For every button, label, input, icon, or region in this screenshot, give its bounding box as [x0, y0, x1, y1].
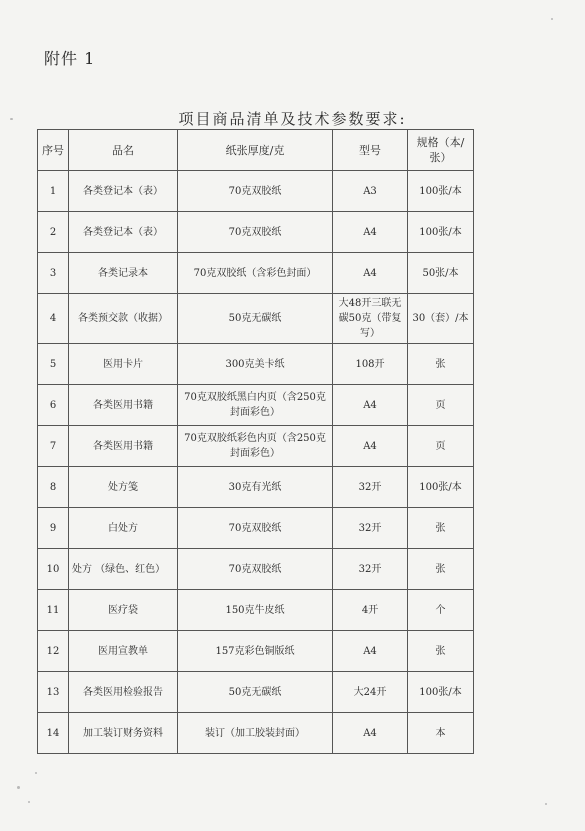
table-row [38, 631, 474, 672]
cell-name: 加工装订财务资料 [69, 713, 178, 754]
cell-name: 各类医用检验报告 [69, 672, 178, 713]
cell-spec: 100张/本 [408, 467, 474, 508]
table-row [38, 426, 474, 467]
scan-speck [545, 803, 547, 805]
cell-paper: 50克无碳纸 [178, 294, 333, 344]
scan-speck [551, 18, 553, 20]
cell-spec: 页 [408, 426, 474, 467]
table-row [38, 549, 474, 590]
cell-spec: 张 [408, 549, 474, 590]
cell-spec: 张 [408, 631, 474, 672]
header-no: 序号 [38, 130, 69, 171]
cell-model: 大48开三联无碳50克（带复写） [333, 294, 408, 344]
cell-paper: 30克有光纸 [178, 467, 333, 508]
cell-no: 6 [38, 385, 69, 426]
attachment-label: 附件 1 [44, 49, 96, 68]
cell-spec: 张 [408, 344, 474, 385]
cell-name: 各类医用书籍 [69, 385, 178, 426]
header-spec: 规格（本/张） [408, 130, 474, 171]
table-row [38, 713, 474, 754]
cell-paper: 70克双胶纸 [178, 549, 333, 590]
cell-model: A4 [333, 426, 408, 467]
cell-name: 各类登记本（表） [69, 171, 178, 212]
cell-no: 9 [38, 508, 69, 549]
cell-paper: 300克美卡纸 [178, 344, 333, 385]
cell-spec: 30（套）/本 [408, 294, 474, 344]
header-paper: 纸张厚度/克 [178, 130, 333, 171]
cell-model: 大24开 [333, 672, 408, 713]
cell-name: 各类登记本（表） [69, 212, 178, 253]
header-model: 型号 [333, 130, 408, 171]
cell-name: 各类医用书籍 [69, 426, 178, 467]
cell-no: 10 [38, 549, 69, 590]
cell-spec: 张 [408, 508, 474, 549]
cell-paper: 70克双胶纸 [178, 171, 333, 212]
scan-speck [10, 118, 13, 120]
cell-model: 32开 [333, 508, 408, 549]
cell-name: 医用卡片 [69, 344, 178, 385]
table-row [38, 508, 474, 549]
table-row [38, 385, 474, 426]
cell-name: 白处方 [69, 508, 178, 549]
cell-no: 14 [38, 713, 69, 754]
cell-paper: 70克双胶纸（含彩色封面） [178, 253, 333, 294]
cell-spec: 100张/本 [408, 212, 474, 253]
cell-paper: 装订（加工胶装封面） [178, 713, 333, 754]
product-spec-table [37, 129, 474, 754]
table-row [38, 590, 474, 631]
cell-no: 11 [38, 590, 69, 631]
cell-paper: 70克双胶纸黑白内页（含250克封面彩色） [178, 385, 333, 426]
page-title: 项目商品清单及技术参数要求: [178, 110, 407, 128]
cell-name: 医疗袋 [69, 590, 178, 631]
cell-model: 4开 [333, 590, 408, 631]
cell-no: 13 [38, 672, 69, 713]
cell-model: A4 [333, 212, 408, 253]
scan-speck [28, 801, 30, 803]
cell-name: 各类预交款（收据） [69, 294, 178, 344]
cell-paper: 70克双胶纸 [178, 212, 333, 253]
table-row [38, 253, 474, 294]
cell-paper: 150克牛皮纸 [178, 590, 333, 631]
cell-no: 3 [38, 253, 69, 294]
cell-name: 处方 （绿色、红色） [69, 549, 178, 590]
cell-model: 108开 [333, 344, 408, 385]
scan-speck [35, 772, 37, 774]
cell-model: A4 [333, 713, 408, 754]
cell-model: 32开 [333, 549, 408, 590]
cell-model: A4 [333, 631, 408, 672]
table-row [38, 294, 474, 344]
table-row [38, 212, 474, 253]
cell-no: 5 [38, 344, 69, 385]
cell-spec: 本 [408, 713, 474, 754]
table-row [38, 467, 474, 508]
cell-model: A4 [333, 385, 408, 426]
cell-spec: 100张/本 [408, 171, 474, 212]
cell-name: 医用宣教单 [69, 631, 178, 672]
cell-no: 4 [38, 294, 69, 344]
cell-model: 32开 [333, 467, 408, 508]
cell-no: 1 [38, 171, 69, 212]
cell-name: 各类记录本 [69, 253, 178, 294]
cell-spec: 页 [408, 385, 474, 426]
cell-no: 8 [38, 467, 69, 508]
cell-spec: 100张/本 [408, 672, 474, 713]
cell-spec: 个 [408, 590, 474, 631]
cell-spec: 50张/本 [408, 253, 474, 294]
table-row [38, 344, 474, 385]
cell-no: 2 [38, 212, 69, 253]
table-row [38, 672, 474, 713]
table-row [38, 171, 474, 212]
cell-paper: 70克双胶纸 [178, 508, 333, 549]
cell-paper: 157克彩色铜版纸 [178, 631, 333, 672]
header-name: 品名 [69, 130, 178, 171]
table-header-row [38, 130, 474, 171]
cell-no: 7 [38, 426, 69, 467]
cell-name: 处方笺 [69, 467, 178, 508]
scan-speck [17, 786, 20, 789]
cell-model: A4 [333, 253, 408, 294]
cell-model: A3 [333, 171, 408, 212]
cell-paper: 50克无碳纸 [178, 672, 333, 713]
cell-no: 12 [38, 631, 69, 672]
cell-paper: 70克双胶纸彩色内页（含250克封面彩色） [178, 426, 333, 467]
